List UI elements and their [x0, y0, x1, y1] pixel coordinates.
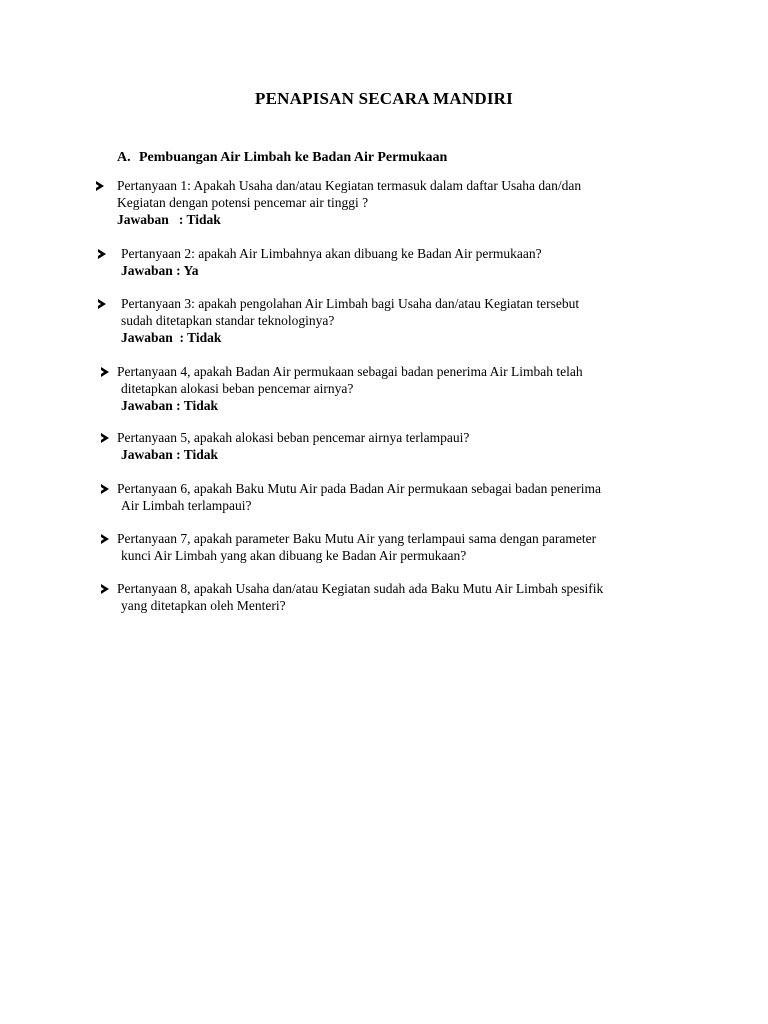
- question-text: Pertanyaan 7, apakah parameter Baku Mutu Air yang terlampaui sama dengan parameter: [117, 531, 597, 546]
- question-text-continued: Kegiatan dengan potensi pencemar air tinggi ?: [117, 195, 369, 210]
- page-title: PENAPISAN SECARA MANDIRI: [255, 89, 513, 108]
- question-text: Pertanyaan 6, apakah Baku Mutu Air pada Badan Air permukaan sebagai badan penerima: [117, 481, 601, 496]
- question-item-1: [96, 177, 581, 228]
- section-letter: A.: [117, 150, 131, 165]
- section-heading-text: Pembuangan Air Limbah ke Badan Air Permukaan: [139, 150, 448, 165]
- question-text-continued: sudah ditetapkan standar teknologinya?: [121, 313, 335, 328]
- question-text: Pertanyaan 4, apakah Badan Air permukaan sebagai badan penerima Air Limbah telah: [117, 364, 583, 379]
- arrow-bullet-icon: [101, 367, 109, 377]
- arrow-bullet-icon: [101, 584, 109, 594]
- arrow-bullet-icon: [101, 433, 109, 443]
- question-text-continued: kunci Air Limbah yang akan dibuang ke Badan Air permukaan?: [121, 548, 467, 563]
- arrow-bullet-icon: [96, 181, 104, 191]
- question-item-5: [101, 429, 469, 463]
- arrow-bullet-icon: [101, 484, 109, 494]
- answer-text: Jawaban : Tidak: [121, 398, 219, 413]
- question-text: Pertanyaan 8, apakah Usaha dan/atau Kegiatan sudah ada Baku Mutu Air Limbah spesifik: [117, 581, 604, 596]
- question-text-continued: Air Limbah terlampaui?: [121, 498, 252, 513]
- question-text-continued: ditetapkan alokasi beban pencemar airnya?: [121, 381, 354, 396]
- question-text: Pertanyaan 5, apakah alokasi beban pencemar airnya terlampaui?: [117, 430, 470, 445]
- question-item-3: [98, 295, 579, 346]
- section-heading: [117, 150, 447, 166]
- question-item-7: [101, 530, 596, 564]
- arrow-bullet-icon: [101, 534, 109, 544]
- question-text: Pertanyaan 2: apakah Air Limbahnya akan dibuang ke Badan Air permukaan?: [121, 246, 542, 261]
- question-item-2: [98, 245, 542, 279]
- answer-text: Jawaban : Ya: [121, 263, 199, 278]
- answer-text: Jawaban : Tidak: [121, 447, 219, 462]
- arrow-bullet-icon: [98, 299, 106, 309]
- question-item-8: [101, 580, 603, 614]
- question-text-continued: yang ditetapkan oleh Menteri?: [121, 598, 286, 613]
- answer-text: Jawaban : Tidak: [117, 212, 221, 227]
- question-text: Pertanyaan 3: apakah pengolahan Air Limbah bagi Usaha dan/atau Kegiatan tersebut: [121, 296, 580, 311]
- arrow-bullet-icon: [98, 249, 106, 259]
- answer-text: Jawaban : Tidak: [121, 330, 222, 345]
- question-item-4: [101, 363, 583, 414]
- question-text: Pertanyaan 1: Apakah Usaha dan/atau Kegiatan termasuk dalam daftar Usaha dan/dan: [117, 178, 582, 193]
- question-item-6: [101, 480, 601, 514]
